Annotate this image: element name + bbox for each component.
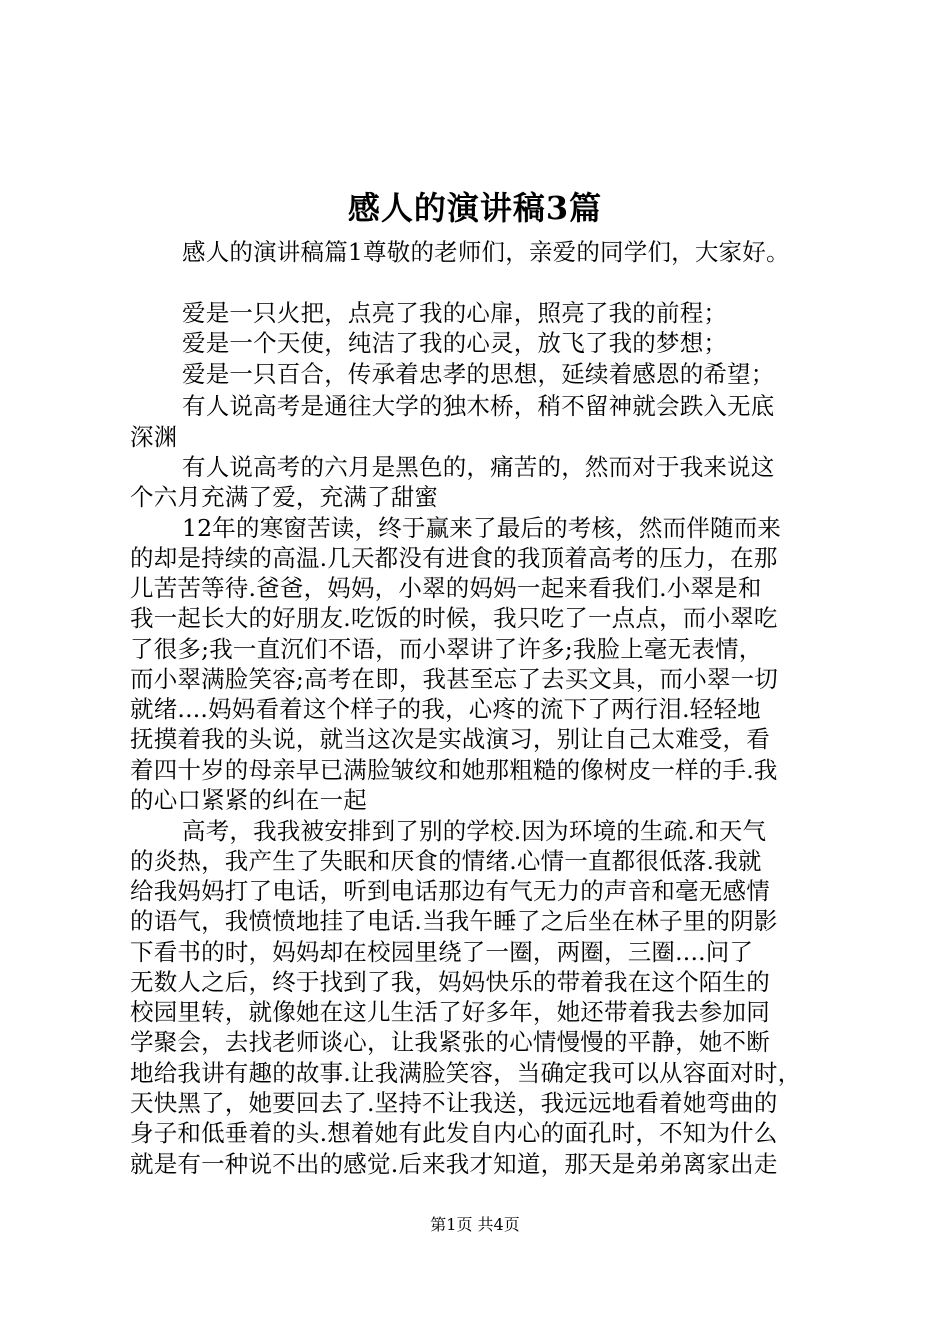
body-line: 无数人之后，终于找到了我，妈妈快乐的带着我在这个陌生的 [130, 968, 770, 996]
body-line: 学聚会，去找老师谈心，让我紧张的心情慢慢的平静，她不断 [130, 1028, 770, 1056]
body-line: 校园里转，就像她在这儿生活了好多年，她还带着我去参加同 [130, 998, 770, 1026]
body-line: 的语气，我愤愤地挂了电话.当我午睡了之后坐在林子里的阴影 [130, 907, 778, 935]
body-line: 抚摸着我的头说，就当这次是实战演习，别让自己太难受，看 [130, 725, 770, 753]
body-line: 下看书的时，妈妈却在校园里绕了一圈，两圈，三圈....问了 [130, 938, 754, 966]
body-line: 了很多;我一直沉们不语，而小翠讲了许多;我脸上毫无表情， [130, 635, 763, 663]
body-line: 有人说高考是通往大学的独木桥，稍不留神就会跌入无底 [182, 392, 775, 420]
page-footer: 第1页 共4页 [430, 1215, 520, 1234]
body-line: 天快黑了，她要回去了.坚持不让我送，我远远地看着她弯曲的 [130, 1089, 778, 1117]
body-line: 的心口紧紧的纠在一起 [130, 786, 367, 814]
body-line: 爱是一只火把，点亮了我的心扉，照亮了我的前程； [182, 299, 728, 327]
body-line: 我一起长大的好朋友.吃饭的时候，我只吃了一点点，而小翠吃 [130, 604, 778, 632]
document-title: 感人的演讲稿3篇 [347, 189, 603, 227]
body-line: 着四十岁的母亲早已满脸皱纹和她那粗糙的像树皮一样的手.我 [130, 756, 778, 784]
body-line: 爱是一只百合，传承着忠孝的思想，延续着感恩的希望； [182, 360, 775, 388]
body-line: 深渊 [130, 423, 178, 451]
body-line: 高考，我我被安排到了别的学校.因为环境的生疏.和天气 [182, 817, 767, 845]
body-line: 有人说高考的六月是黑色的，痛苦的，然而对于我来说这 [182, 453, 775, 481]
body-line: 感人的演讲稿篇1尊敬的老师们，亲爱的同学们，大家好。 [182, 238, 790, 266]
body-line: 个六月充满了爱，充满了甜蜜 [130, 483, 439, 511]
body-line: 身子和低垂着的头.想着她有此发自内心的面孔时，不知为什么 [130, 1119, 778, 1147]
body-line: 就绪....妈妈看着这个样子的我，心疼的流下了两行泪.轻轻地 [130, 695, 761, 723]
body-line: 地给我讲有趣的故事.让我满脸笑容，当确定我可以从容面对时， [130, 1059, 802, 1087]
body-line: 给我妈妈打了电话，听到电话那边有气无力的声音和毫无感情 [130, 877, 770, 905]
body-line: 的炎热，我产生了失眠和厌食的情绪.心情一直都很低落.我就 [130, 847, 762, 875]
body-line: 儿苦苦等待.爸爸，妈妈，小翠的妈妈一起来看我们.小翠是和 [130, 574, 762, 602]
body-line: 就是有一种说不出的感觉.后来我才知道，那天是弟弟离家出走 [130, 1150, 778, 1178]
body-line: 爱是一个天使，纯洁了我的心灵，放飞了我的梦想； [182, 329, 728, 357]
body-line: 12年的寒窗苦读，终于赢来了最后的考核，然而伴随而来 [182, 514, 782, 542]
body-line: 的却是持续的高温.几天都没有进食的我顶着高考的压力，在那 [130, 544, 778, 572]
body-line: 而小翠满脸笑容;高考在即，我甚至忘了去买文具，而小翠一切 [130, 665, 779, 693]
